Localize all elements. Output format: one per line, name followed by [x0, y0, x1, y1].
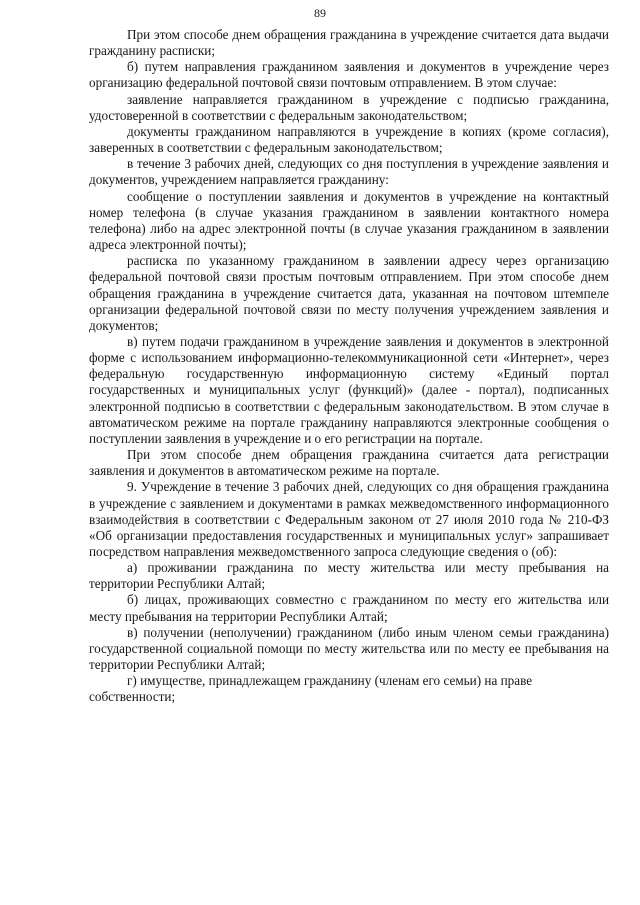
paragraph: документы гражданином направляются в учреждение в копиях (кроме согласия), заверенных в соответствии с федеральным законодательством; [89, 123, 609, 156]
paragraph: заявление направляется гражданином в учреждение с подписью гражданина, удостоверенной в соответствии с федеральным законодательством; [89, 91, 609, 123]
paragraph: б) путем направления гражданином заявления и документов в учреждение через организацию федеральной почтовой связи почтовым отправлением. В этом случае: [89, 59, 609, 91]
paragraph: а) проживании гражданина по месту жительства или месту пребывания на территории Республики Алтай; [89, 560, 609, 592]
paragraph: б) лицах, проживающих совместно с гражданином по месту его жительства или месту пребывания на территории Республики Алтай; [89, 592, 609, 624]
paragraph: расписка по указанному гражданином в заявлении адресу через организацию федеральной почтовой связи простым почтовым отправлением. При этом способе днем обращения гражданина в учреждение считается дата, указанная на почтовом штемпеле организации федеральной почтовой связи по месту получения учреждением заявления и документов; [89, 253, 609, 333]
paragraph: При этом способе днем обращения гражданина считается дата регистрации заявления и документов в автоматическом режиме на портале. [89, 447, 609, 479]
paragraph: г) имуществе, принадлежащем гражданину (членам его семьи) на праве собственности; [89, 673, 533, 705]
paragraph: сообщение о поступлении заявления и документов в учреждение на контактный номер телефона (в случае указания гражданином в заявлении контактного номера телефона) либо на адрес электронной почты (в случае указания гражданином в заявлении адреса электронной почты); [89, 188, 609, 253]
page-number: 89 [314, 6, 326, 20]
document-body [89, 27, 609, 706]
paragraph: в) получении (неполучении) гражданином (либо иным членом семьи гражданина) государственной социальной помощи по месту жительства или по месту ее пребывания на территории Республики Алтай; [89, 624, 609, 673]
paragraph: При этом способе днем обращения гражданина в учреждение считается дата выдачи гражданину расписки; [89, 27, 609, 59]
paragraph: 9. Учреждение в течение 3 рабочих дней, следующих со дня обращения гражданина в учреждение с заявлением и документами в рамках межведомственного информационного взаимодействия в соответствии с Федеральным законом от 27 июля 2010 года № 210-ФЗ «Об организации предоставления государственных и муниципальных услуг» запрашивает посредством направления межведомственного запроса следующие сведения о (об): [89, 479, 609, 559]
paragraph: в течение 3 рабочих дней, следующих со дня поступления в учреждение заявления и документов, учреждением направляется гражданину: [89, 156, 609, 188]
paragraph: в) путем подачи гражданином в учреждение заявления и документов в электронной форме с использованием информационно-телекоммуникационной сети «Интернет», через федеральную государственную информационную систему «Единый портал государственных и муниципальных услуг (функций)» (далее - портал), подписанных электронной подписью в соответствии с федеральным законодательством. В этом случае в автоматическом режиме на портале гражданину направляются электронные сообщения о поступлении заявления в учреждение и о его регистрации на портале. [89, 333, 609, 446]
